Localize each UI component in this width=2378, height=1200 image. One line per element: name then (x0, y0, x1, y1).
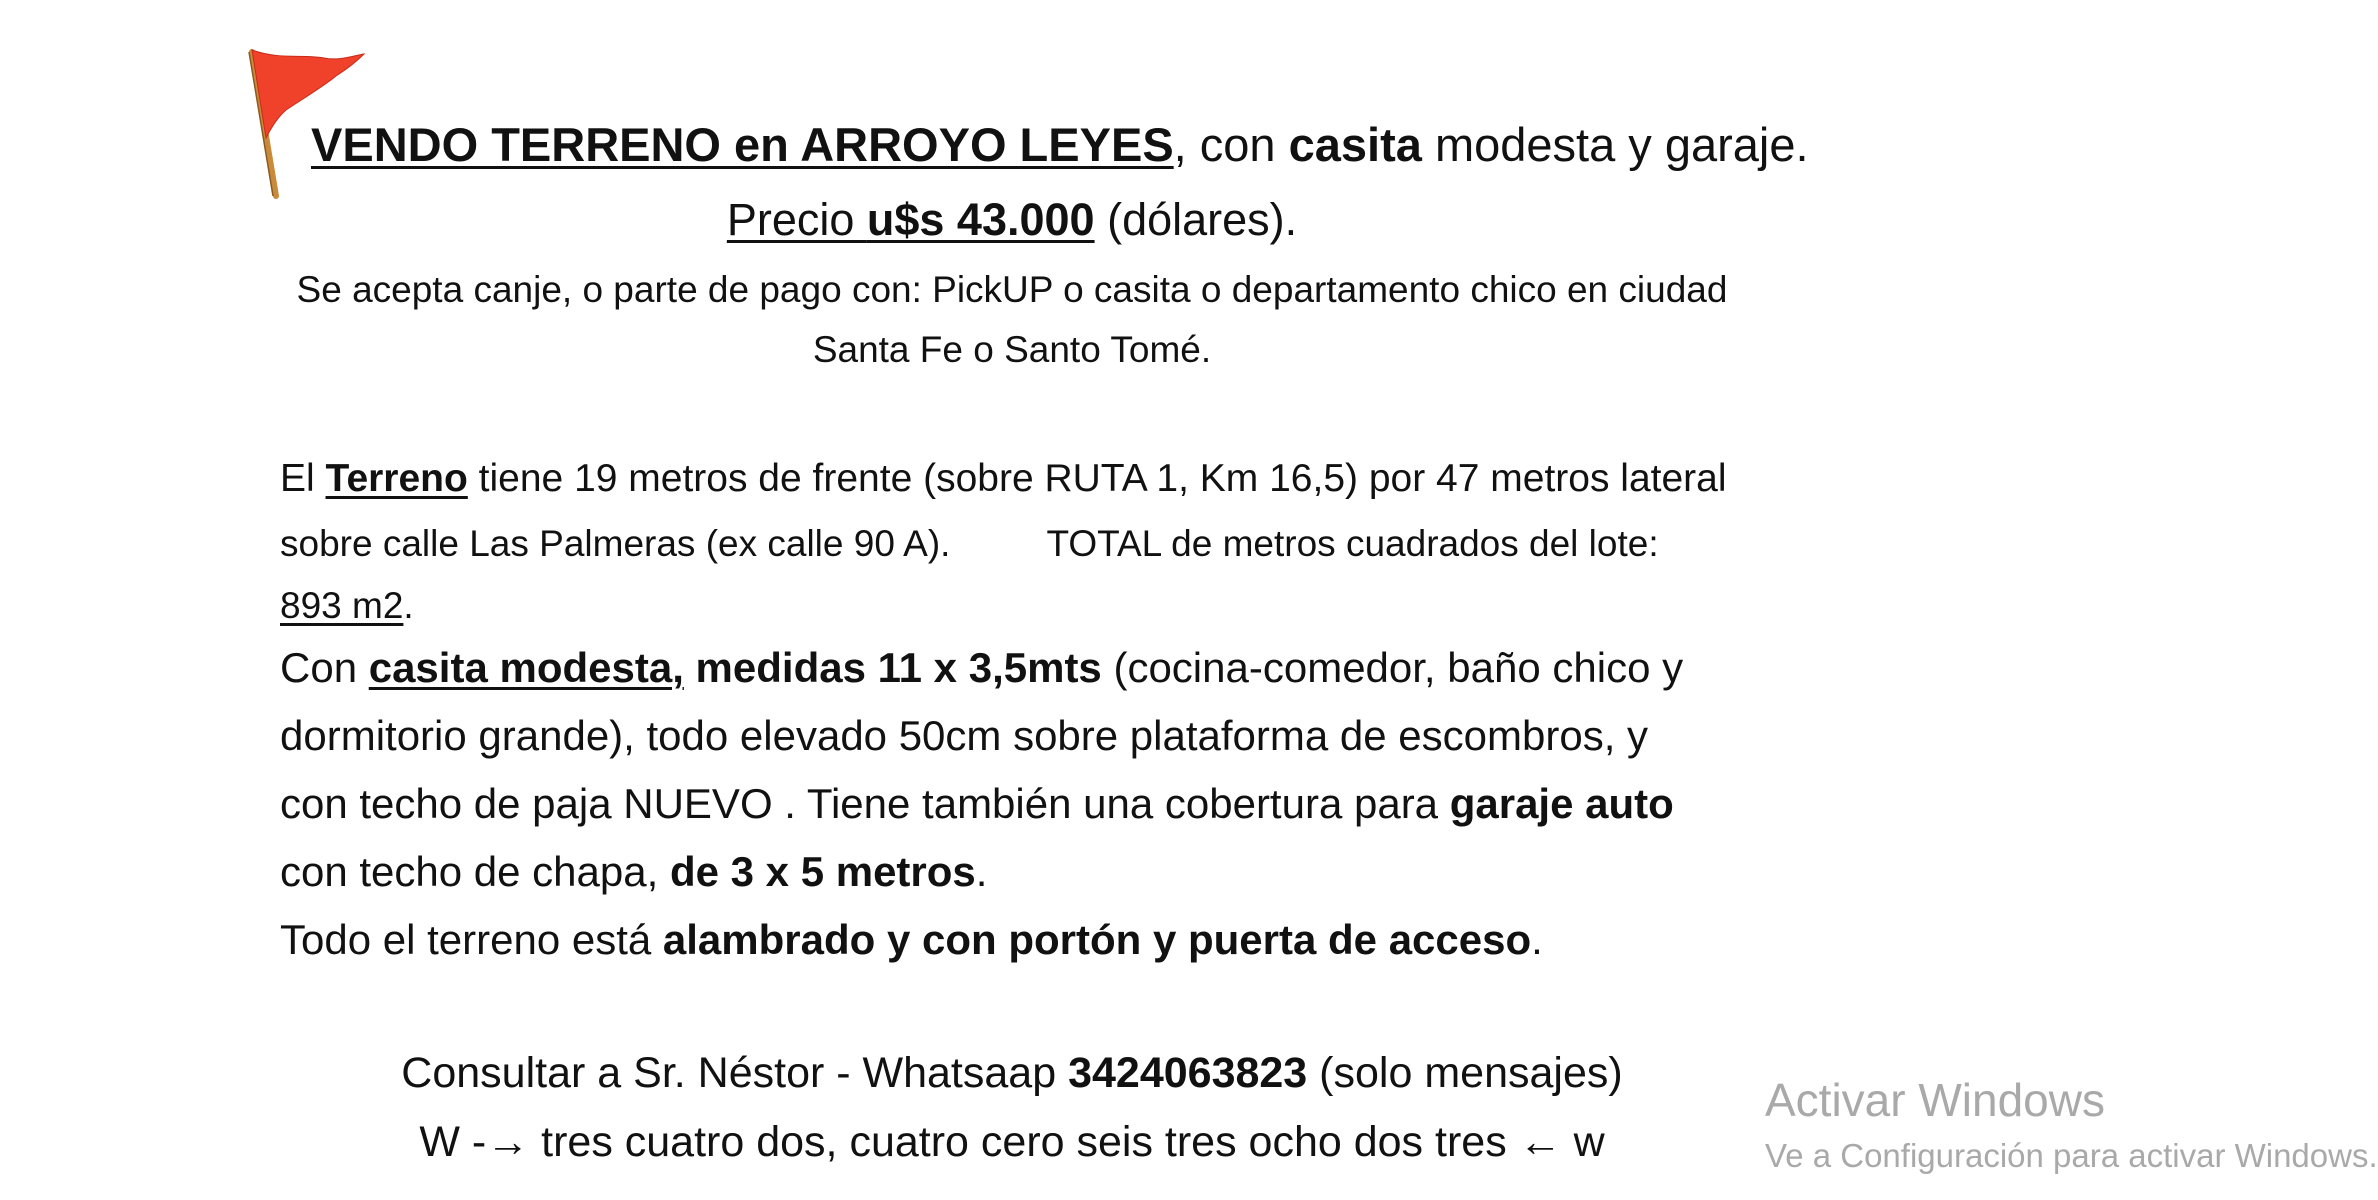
house-line-2: dormitorio grande), todo elevado 50cm sobre plataforma de escombros, y (280, 712, 1649, 759)
headline (311, 118, 1809, 171)
terrain-line-1-rest: tiene 19 metros de frente (sobre RUTA 1, Km 16,5) por 47 metros lateral (467, 457, 1727, 500)
house-casita: casita modesta, (368, 644, 684, 691)
terrain-street: sobre calle Las Palmeras (ex calle 90 A). (280, 523, 951, 564)
terrain-prefix: El (280, 457, 326, 500)
fence-prefix: Todo el terreno está (280, 916, 663, 963)
contact-prefix: Consultar a Sr. Néstor - Whatsaap (401, 1049, 1069, 1097)
contact-spelled: W -→ tres cuatro dos, cuatro cero seis tres ocho dos tres ← w (419, 1118, 1605, 1166)
headline-text-2: modesta y garaje. (1421, 118, 1809, 171)
exchange-line-2: Santa Fe o Santo Tomé. (812, 329, 1212, 370)
fence-end: . (1531, 916, 1543, 963)
price-line (0, 194, 2024, 245)
headline-text-1: , con (1173, 118, 1289, 171)
fence-line (280, 916, 1543, 963)
house-garage-size: de 3 x 5 metros (669, 848, 976, 895)
fence-bold: alambrado y con portón y puerta de acceso (662, 916, 1532, 963)
terrain-line-1 (280, 459, 1727, 498)
house-chapa: con techo de chapa, (280, 848, 670, 895)
terrain-total: TOTAL de metros cuadrados del lote: (1046, 523, 1659, 564)
terrain-area: 893 m2 (280, 585, 404, 626)
terrain-area-end: . (403, 585, 414, 626)
headline-casita: casita (1288, 118, 1422, 171)
price-label: Precio (726, 194, 867, 245)
house-prefix: Con (280, 644, 369, 691)
house-medidas: medidas 11 x 3,5mts (683, 644, 1102, 691)
price-amount: u$s 43.000 (866, 194, 1095, 245)
house-line-4 (280, 848, 988, 895)
activate-windows-subtitle: Ve a Configuración para activar Windows. (1765, 1137, 2378, 1174)
price-note: (dólares). (1094, 194, 1298, 245)
house-line-4-end: . (975, 848, 988, 895)
contact-line (0, 1049, 2024, 1097)
house-line-1 (280, 644, 1684, 691)
exchange-line-1: Se acepta canje, o parte de pago con: PickUP o casita o departamento chico en ciudad (296, 269, 1728, 310)
house-roof: con techo de paja NUEVO . Tiene también una cobertura para (280, 780, 1450, 827)
house-garage: garaje auto (1449, 780, 1674, 827)
contact-phone: 3424063823 (1068, 1049, 1308, 1097)
house-line-3 (280, 780, 1674, 827)
terrain-line-3 (280, 587, 414, 624)
terrain-line-2 (280, 525, 1659, 562)
terrain-word: Terreno (325, 457, 468, 500)
house-line-1-rest: (cocina-comedor, baño chico y (1101, 644, 1684, 691)
activate-windows-title: Activar Windows (1765, 1074, 2105, 1126)
headline-title: VENDO TERRENO en ARROYO LEYES (311, 118, 1174, 171)
contact-suffix: (solo mensajes) (1307, 1049, 1623, 1097)
